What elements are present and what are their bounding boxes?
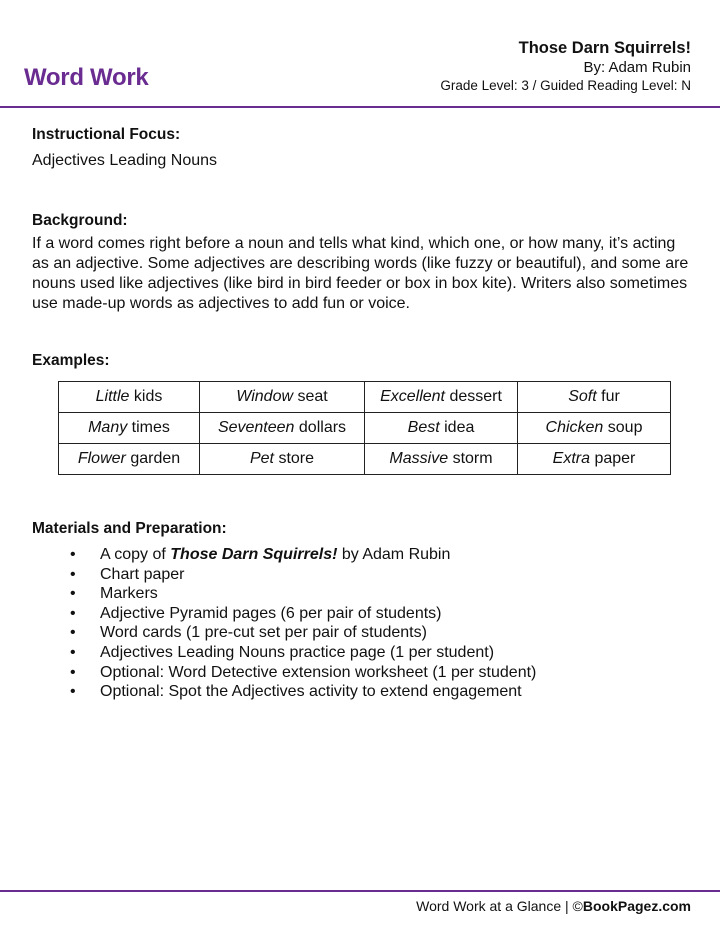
bullet-icon: • xyxy=(70,565,76,583)
example-noun: store xyxy=(278,450,315,467)
example-noun: dollars xyxy=(298,419,347,436)
example-noun: idea xyxy=(444,419,475,436)
example-cell xyxy=(200,413,365,444)
example-noun: paper xyxy=(594,450,636,467)
example-noun: soup xyxy=(607,419,643,436)
example-cell xyxy=(59,444,200,475)
example-noun: garden xyxy=(130,450,181,467)
book-author: By: Adam Rubin xyxy=(583,59,691,76)
example-adjective: Window xyxy=(236,388,294,405)
footer-brand: BookPagez.com xyxy=(582,898,691,914)
example-cell xyxy=(518,444,671,475)
example-adjective: Soft xyxy=(568,388,597,405)
example-cell xyxy=(59,413,200,444)
list-item: • A copy of Those Darn Squirrels! by Adam Rubin xyxy=(70,546,451,563)
example-cell xyxy=(518,382,671,413)
example-cell xyxy=(59,382,200,413)
example-noun: kids xyxy=(133,388,163,405)
table-row xyxy=(59,444,671,475)
examples-table xyxy=(58,381,671,475)
section-label: Word Work xyxy=(24,64,149,91)
bullet-icon: • xyxy=(70,624,76,642)
bullet-icon: • xyxy=(70,546,76,563)
header-divider xyxy=(0,106,720,108)
focus-heading: Instructional Focus: xyxy=(32,126,181,143)
table-row xyxy=(59,382,671,413)
list-item: • Markers xyxy=(70,585,158,603)
footer-divider xyxy=(0,890,720,892)
background-heading: Background: xyxy=(32,212,128,229)
example-noun: storm xyxy=(452,450,493,467)
list-item: • Optional: Spot the Adjectives activity to extend engagement xyxy=(70,683,522,701)
list-item: • Chart paper xyxy=(70,565,185,583)
page-footer: Word Work at a Glance | ©BookPagez.com xyxy=(416,898,691,914)
bullet-icon: • xyxy=(70,643,76,661)
list-item: • Adjective Pyramid pages (6 per pair of students) xyxy=(70,604,442,622)
page-header xyxy=(0,0,720,108)
example-adjective: Flower xyxy=(77,450,126,467)
list-item: • Adjectives Leading Nouns practice page (1 per student) xyxy=(70,643,495,661)
book-title: Those Darn Squirrels! xyxy=(518,39,691,57)
materials-list xyxy=(32,545,692,702)
book-info xyxy=(440,38,691,95)
example-adjective: Excellent xyxy=(380,388,445,405)
example-noun: dessert xyxy=(449,388,502,405)
example-adjective: Best xyxy=(407,419,440,436)
example-adjective: Many xyxy=(88,419,128,436)
page-content xyxy=(32,125,692,702)
example-cell xyxy=(200,444,365,475)
example-cell xyxy=(200,382,365,413)
example-cell xyxy=(365,382,518,413)
book-title-reference: Those Darn Squirrels! xyxy=(170,546,338,563)
example-cell xyxy=(365,444,518,475)
example-adjective: Pet xyxy=(249,450,274,467)
focus-text: Adjectives Leading Nouns xyxy=(32,152,218,169)
book-level: Grade Level: 3 / Guided Reading Level: N xyxy=(440,78,691,93)
list-item: • Optional: Word Detective extension worksheet (1 per student) xyxy=(70,663,537,681)
bullet-icon: • xyxy=(70,585,76,603)
example-adjective: Little xyxy=(95,388,130,405)
example-noun: fur xyxy=(601,388,620,405)
examples-heading: Examples: xyxy=(32,352,110,369)
background-text: If a word comes right before a noun and tells what kind, which one, or how many, it’s acting as an adjective. Some adjectives are describing words (like fuzzy or beautiful), and some are nouns used like adjectives (like bird in bird feeder or box in box kite). Writers also sometimes use made-up words as adjectives to add fun or voice. xyxy=(32,235,689,312)
table-row xyxy=(59,413,671,444)
bullet-icon: • xyxy=(70,604,76,622)
example-adjective: Seventeen xyxy=(217,419,295,436)
example-adjective: Chicken xyxy=(545,419,604,436)
footer-text: Word Work at a Glance xyxy=(416,898,562,914)
list-item: • Word cards (1 pre-cut set per pair of students) xyxy=(70,624,427,642)
example-noun: times xyxy=(131,419,170,436)
example-noun: seat xyxy=(297,388,328,405)
example-cell xyxy=(518,413,671,444)
bullet-icon: • xyxy=(70,683,76,701)
materials-heading: Materials and Preparation: xyxy=(32,520,227,537)
bullet-icon: • xyxy=(70,663,76,681)
example-adjective: Massive xyxy=(389,450,449,467)
example-cell xyxy=(365,413,518,444)
example-adjective: Extra xyxy=(552,450,590,467)
